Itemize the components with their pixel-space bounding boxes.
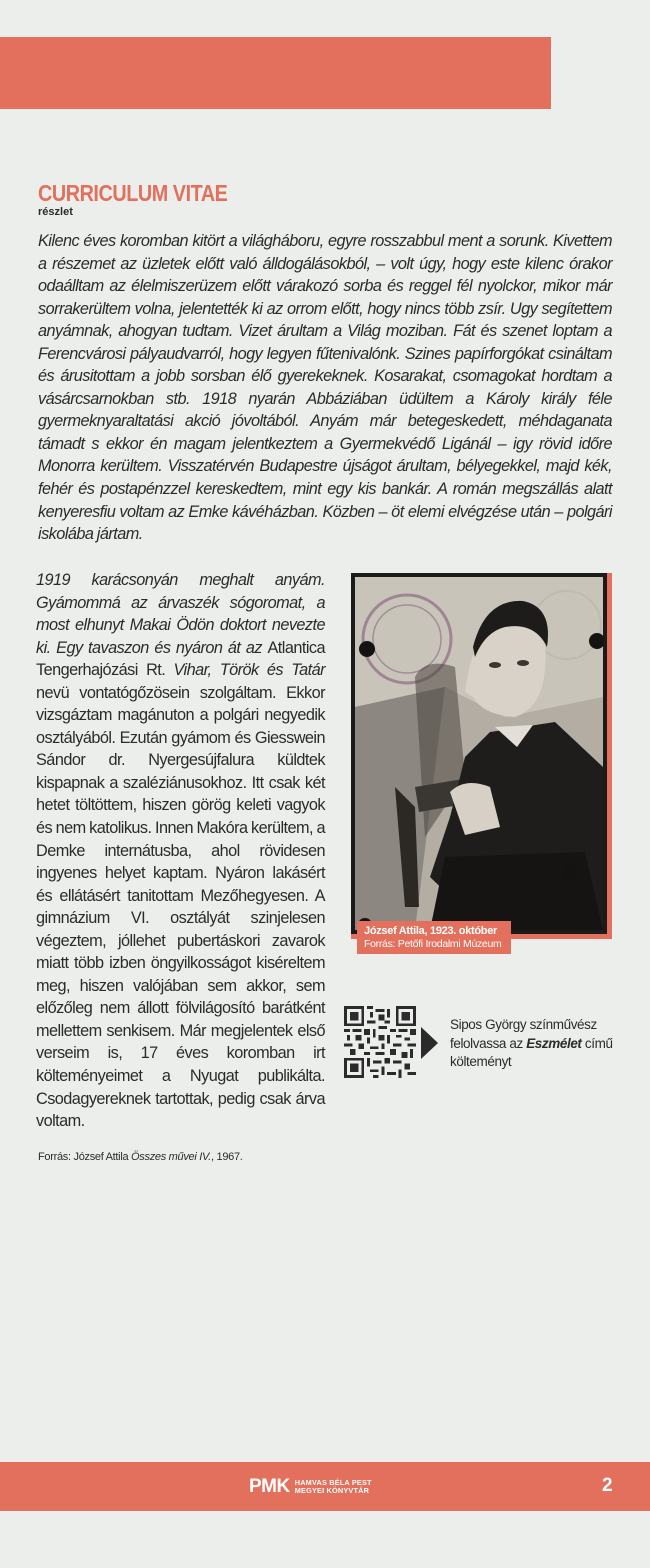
intro-paragraph: Kilenc éves koromban kitört a világháboru, egyre rosszabbul ment a sorunk. Kivettem a részemet az üzletek előtt való álldogálásokból, – volt úgy, hogy este kilenc órakor odaálltam az élelmiszerüzem előtt várakozó sorba és reggel fél nyolckor, mikor már sorrakerültem volna, jelentették ki az orrom előtt, hogy nincs több zsír. Ugy segítettem anyámnak, ahogyan tudtam. Vizet árultam a Világ moziban. Fát és szenet loptam a Ferencvárosi pályaudvarról, hogy legyen fűtenivalónk. Szines papírforgókat csináltam és árusitottam a jobb sorsban élő gyerekeknek. Kosarakat, csomagokat hordtam a vásárcsarnokban stb. 1918 nyarán Abbáziában üdültem a Károly király féle gyermeknyaraltatási akció jóvoltából. Anyám már betegeskedett, méhdaganata támadt s ekkor én magam jelentkeztem a Gyermekvédő Ligánál – igy rövid időre Monorra kerültem. Visszatérvén Budapestre újságot árultam, bélyegekkel, majd kék, fehér és postapénzzel kereskedtem, mint egy kis bankár. A román megszállás alatt kenyeresfiu voltam az Emke kávéházban. Közben – öt elemi elvégzése után – polgári iskolába jártam.	[38, 232, 612, 544]
qr-text-before: Sipos György színművész felolvassa az	[450, 1017, 597, 1051]
caption-source: Forrás: Petőfi Irodalmi Múzeum	[364, 938, 502, 950]
column-text-company: Atlantica Tengerhajózási Rt.	[36, 638, 325, 680]
footnote-suffix: , 1967.	[211, 1151, 243, 1163]
source-footnote	[38, 1151, 243, 1163]
arrow-icon	[421, 1027, 438, 1059]
portrait-photo	[351, 573, 607, 934]
logo-mark: PMK	[249, 1476, 290, 1497]
column-text-part3: nevü vontatógőzösein szolgáltam. Ekkor vizsgáztam magánuton a polgári negyedik osztályából. Ezután gyámom és Giesswein Sándor dr. Nyergesújfalura küldtek kispapnak a szaléziánusokhoz. Itt csak két hetet töltöttem, hiszen görög keleti vagyok és nem katolikus. Innen Makóra kerültem, a Demke internátusba, ahol rövidesen ingyenes helyet kaptam. Nyáron lakásért és ellátásért tanitottam Mezőhegyesen. A gimnázium VI. osztályát szinjelesen végeztem, jóllehet pubertáskori zavarok miatt több izben öngyilkosságot kiséreltem meg, hiszen valójában sem akkor, sem előzőleg nem állott fölvilágosító barátként mellettem senkisem. Már megjelentek első verseim is, 17 éves koromban irt költeményeimet a Nyugat publikálta. Csodagyereknek tartottak, pedig csak árva voltam.	[36, 683, 325, 1131]
portrait-illustration	[355, 577, 603, 930]
column-text-part2: Vihar, Török és Tatár	[165, 661, 325, 680]
page-number: 2	[602, 1475, 613, 1496]
photo-caption	[357, 921, 511, 954]
column-text-part1: 1919 karácsonyán meghalt anyám. Gyámommá az árvaszék sógoromat, a most elhunyt Makai Ödön doktort nevezte ki. Egy tavaszon és nyáron át az	[36, 571, 325, 657]
footnote-book: Összes művei IV.	[131, 1151, 212, 1163]
qr-description	[450, 1016, 620, 1072]
qr-code[interactable]	[344, 1006, 416, 1078]
page-title: CURRICULUM VITAE	[38, 180, 228, 206]
column-paragraph	[36, 569, 325, 1133]
library-logo[interactable]	[249, 1476, 372, 1498]
page-subtitle: részlet	[38, 206, 73, 218]
logo-line-2: MEGYEI KÖNYVTÁR	[294, 1486, 370, 1495]
qr-poem-title: Eszmélet	[526, 1035, 582, 1051]
top-accent-bar	[0, 37, 551, 109]
qr-text-after: című költeményt	[450, 1035, 613, 1069]
logo-text	[295, 1479, 372, 1496]
caption-name: József Attila, 1923. október	[364, 925, 498, 937]
logo-line-1: HAMVAS BÉLA PEST	[294, 1477, 372, 1487]
footnote-prefix: Forrás: József Attila	[38, 1151, 132, 1163]
portrait-frame	[351, 573, 612, 939]
